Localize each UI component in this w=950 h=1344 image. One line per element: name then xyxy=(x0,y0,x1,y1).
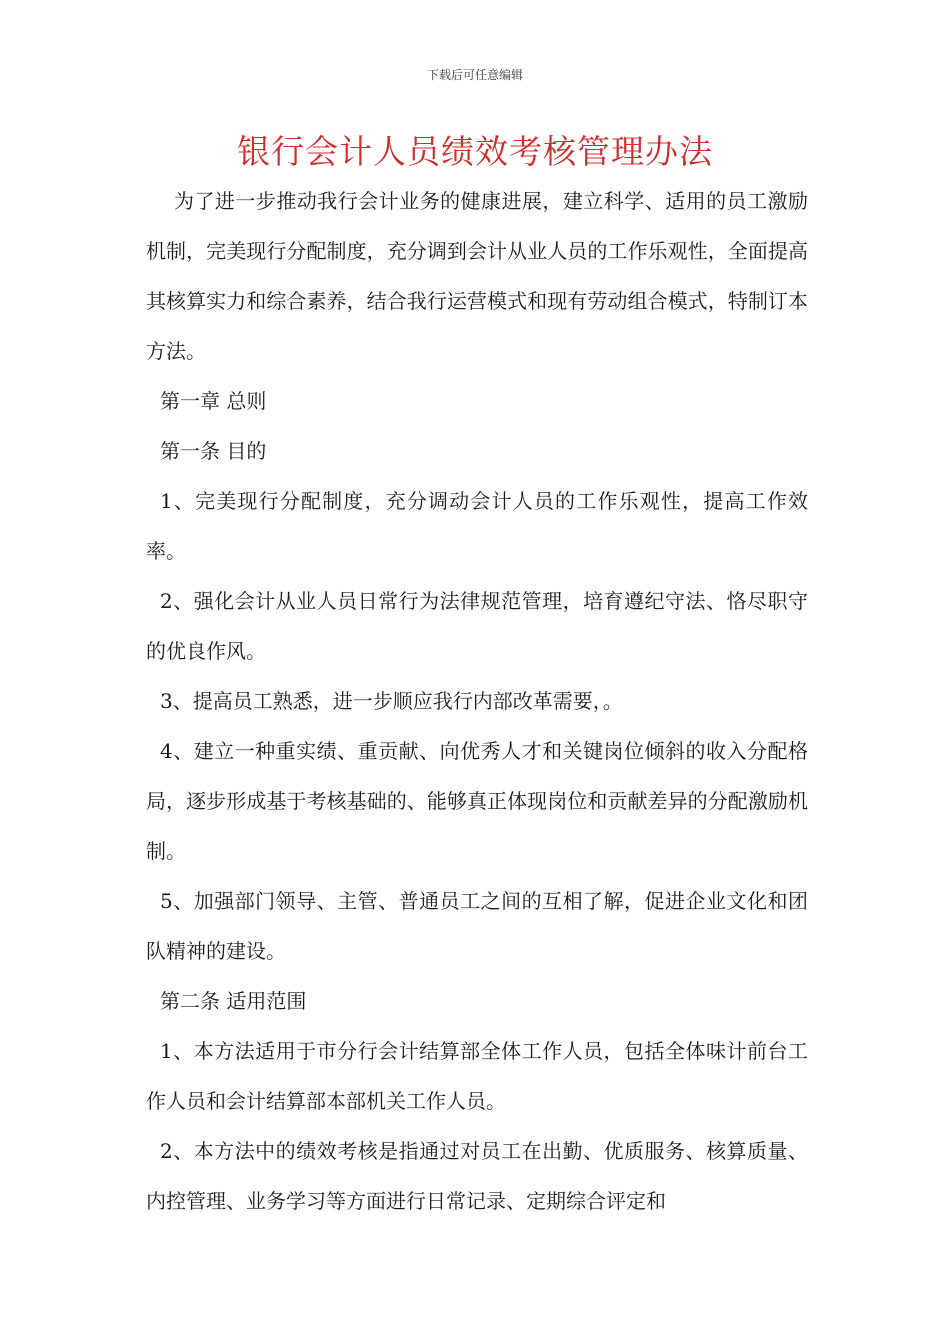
document-title: 银行会计人员绩效考核管理办法 xyxy=(237,132,713,171)
list-item: 3、提高员工熟悉，进一步顺应我行内部改革需要，。 xyxy=(160,689,623,713)
list-item: 2、强化会计从业人员日常行为法律规范管理，培育遵纪守法、恪尽职守的优良作风。 xyxy=(146,589,808,663)
list-item: 5、加强部门领导、主管、普通员工之间的互相了解，促进企业文化和团队精神的建设。 xyxy=(146,889,808,963)
list-item: 1、本方法适用于市分行会计结算部全体工作人员，包括全体味计前台工作人员和会计结算部本部机关工作人员。 xyxy=(146,1039,808,1113)
intro-paragraph: 为了进一步推动我行会计业务的健康进展，建立科学、适用的员工激励机制，完美现行分配制度，充分调到会计从业人员的工作乐观性，全面提高其核算实力和综合素养，结合我行运营模式和现有劳动组合模式，特制订本方法。 xyxy=(146,189,808,363)
chapter-heading: 第一章 总则 xyxy=(160,389,267,413)
header-note: 下载后可任意编辑 xyxy=(426,68,523,82)
list-item: 2、本方法中的绩效考核是指通过对员工在出勤、优质服务、核算质量、内控管理、业务学习等方面进行日常记录、定期综合评定和 xyxy=(146,1139,808,1213)
document-body xyxy=(146,176,808,1226)
article-heading: 第二条 适用范围 xyxy=(160,989,307,1013)
list-item: 4、建立一种重实绩、重贡献、向优秀人才和关键岗位倾斜的收入分配格局，逐步形成基于考核基础的、能够真正体现岗位和贡献差异的分配激励机制。 xyxy=(146,739,808,863)
list-item: 1、完美现行分配制度，充分调动会计人员的工作乐观性，提高工作效率。 xyxy=(146,489,808,563)
article-heading: 第一条 目的 xyxy=(160,439,267,463)
